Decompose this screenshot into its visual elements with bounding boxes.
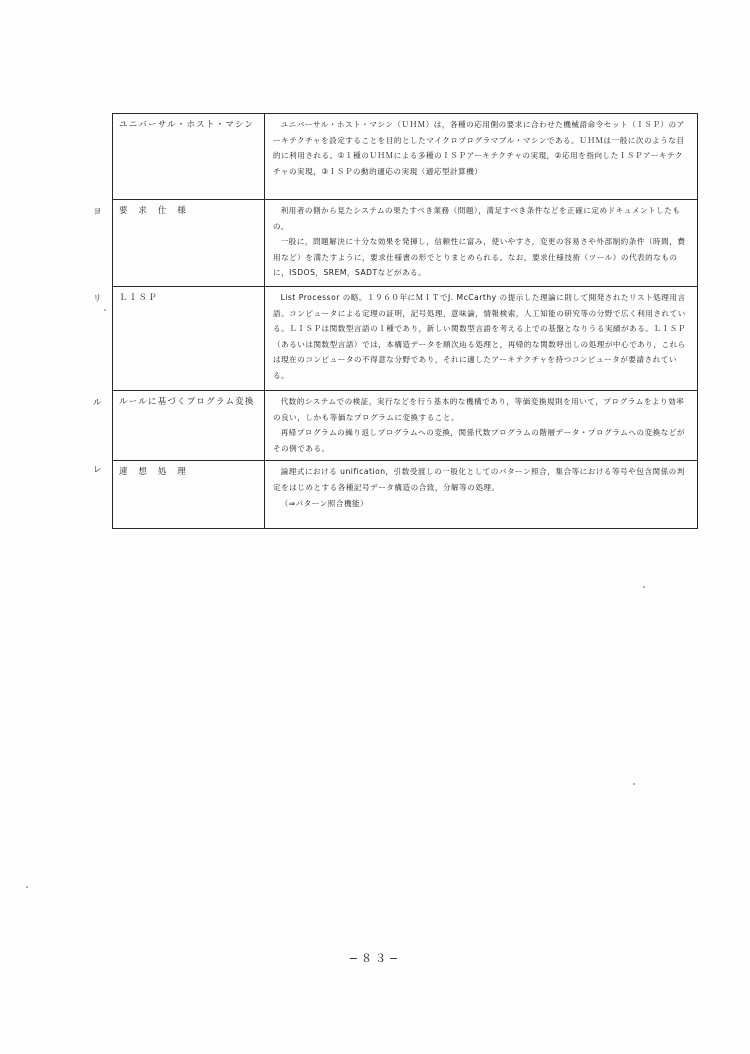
glossary-table: [112, 113, 698, 529]
glossary-row: [113, 114, 698, 200]
definition-paragraph: 論理式における unification，引数受渡しの一般化としてのパターン照合，集合等における等号や包含関係の判定をはじめとする各種記号データ構造の合致，分解等の処理。: [273, 467, 685, 492]
definition-paragraph: 一般に，問題解決に十分な効果を発揮し，信頼性に富み，使いやすさ，変更の容易さや外部制約条件（時間，費用など）を満たすように，要求仕様書の形でとりまとめられる。なお，要求仕様技術（ツール）の代表的なものに，ISDOS，SREM，SADTなどがある。: [273, 237, 686, 278]
definition-cell: [265, 200, 698, 287]
page-number: −８３−: [348, 952, 402, 965]
scan-speck: [26, 886, 28, 888]
definition-cell: [265, 287, 698, 391]
term-cell: [113, 287, 265, 391]
term-cell: [113, 461, 265, 529]
definition-paragraph: List Processor の略。１９６０年にＭＩＴでJ. McCarthy の提示した理論に則して開発されたリスト処理用言語。コンピュータによる定理の証明，記号処理，意味論，情報検索，人工知能の研究等の分野で広く利用されている。ＬＩＳＰは関数型言語の１種であり，新しい関数型言語を考える上での基盤となりうる実績がある。ＬＩＳＰ（あるいは関数型言語）では，本構造データを順次辿る処理と，再帰的な関数呼出しの処理が中心であり，これらは現在のコンピュータの不得意な分野であり，それに適したアーキテクチャを持つコンピュータが要請されている。: [273, 293, 686, 380]
glossary-row: [113, 287, 698, 391]
section-kana-yo: ヨ: [93, 207, 102, 217]
glossary-row: [113, 391, 698, 461]
definition-paragraph: 代数的システムでの検証，実行などを行う基本的な機構であり，等価変換規則を用いて，プログラムをより効率の良い，しかも等価なプログラムに変換すること。: [273, 397, 685, 422]
definition-paragraph: 再帰プログラムの繰り返しプログラムへの変換，関係代数プログラムの階層データ・プログラムへの変換などがその例である。: [273, 428, 685, 453]
term-associative-processing: 連 想 処 理: [119, 467, 187, 478]
term-requirements-spec: 要 求 仕 様: [119, 206, 187, 216]
section-kana-ri: リ: [93, 294, 102, 304]
term-cell: [113, 391, 265, 461]
definition-cell: [265, 461, 698, 529]
term-universal-host-machine: ユニバーサル・ホスト・マシン: [119, 120, 255, 130]
definition-cell: [265, 114, 698, 200]
term-lisp: ＬＩＳＰ: [119, 293, 158, 303]
scan-speck: [633, 783, 635, 785]
section-kana-ru: ル: [93, 398, 102, 408]
definition-paragraph: 利用者の側から見たシステムの果たすべき業務（問題），満足すべき条件などを正確に定めドキュメントしたもの。: [273, 206, 681, 231]
glossary-row: [113, 461, 698, 529]
definition-cell: [265, 391, 698, 461]
term-rule-based-program-transformation: ルールに基づくプログラム変換: [119, 397, 255, 407]
glossary-row: [113, 200, 698, 287]
section-kana-re: レ: [93, 465, 102, 475]
scan-speck: [104, 309, 106, 311]
definition-paragraph: ユニバーサル・ホスト・マシン（ＵＨＭ）は，各種の応用側の要求に合わせた機械語命令セット（ＩＳＰ）のアーキテクチャを設定することを目的としたマイクロプログラマブル・マシンである。ＵＨＭは一般に次のような目的に利用される。①１種のＵＨＭによる多種のＩＳＰアーキテクチャの実現，②応用を指向したＩＳＰアーキテクチャの実現，③ＩＳＰの動的適応の実現（適応型計算機）: [273, 120, 685, 176]
scan-speck: [643, 586, 645, 588]
term-cell: [113, 200, 265, 287]
cross-reference-note: （⇒パターン照合機能）: [280, 498, 369, 508]
term-cell: [113, 114, 265, 200]
